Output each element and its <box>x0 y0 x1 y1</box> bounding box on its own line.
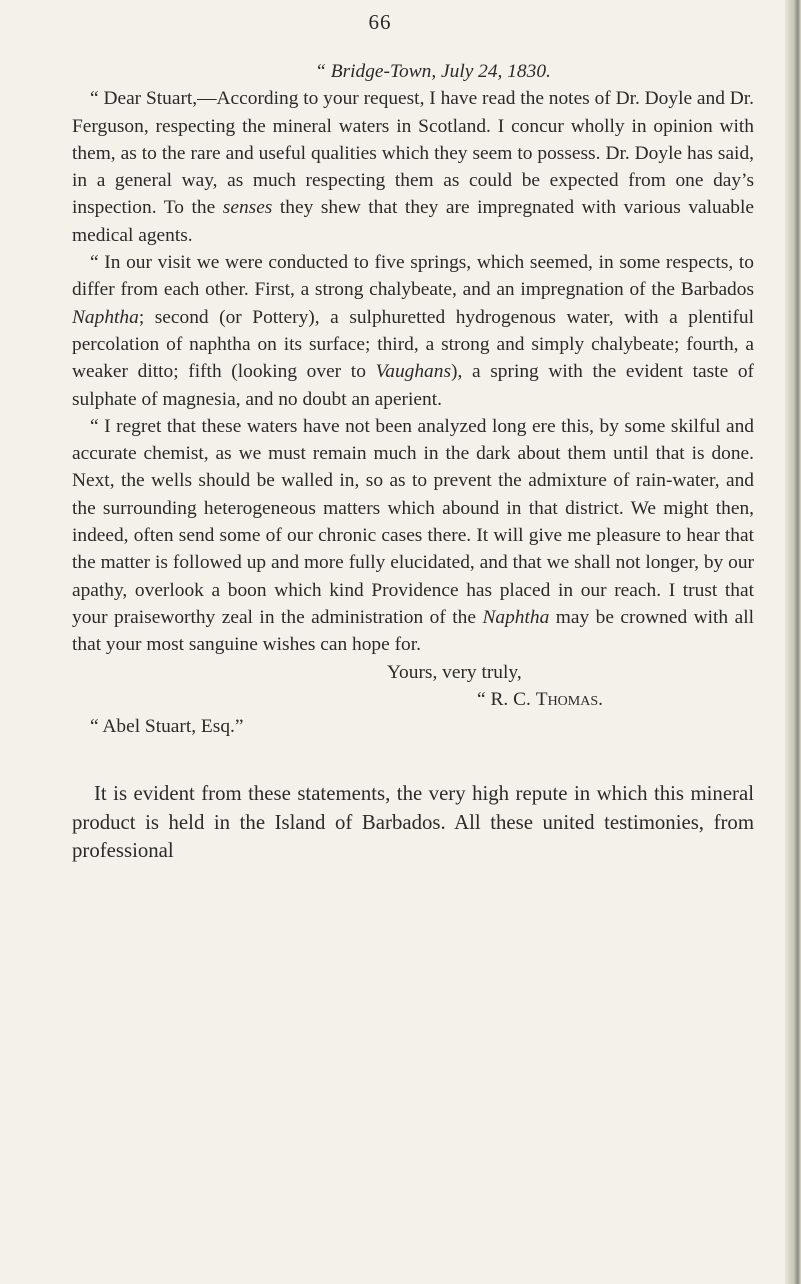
page-body <box>72 58 754 866</box>
page-edge-shadow <box>785 0 801 1284</box>
letter-addressee: “ Abel Stuart, Esq.” <box>90 716 244 738</box>
section-spacer <box>72 740 754 780</box>
letter-signature: “ R. C. Thomas. <box>477 688 603 710</box>
page-number: 66 <box>368 10 392 34</box>
letter-paragraph-1: “ Dear Stuart,—According to your request, I have read the notes of Dr. Doyle and Dr. Ferguson, respecting the mineral waters in Scotland. I concur wholly in opinion with them, as to the rare and useful qualities which they seem to possess. Dr. Doyle has said, in a general way, as much respecting them as could be expected from one day’s inspection. To the senses they shew that they are impregnated with various valuable medical agents. <box>72 88 754 246</box>
letter-paragraph-3: “ I regret that these waters have not been analyzed long ere this, by some skilful and accurate chemist, as we must remain much in the dark about them until that is done. Next, the wells should be walled in, so as to prevent the admixture of rain-water, and the surrounding heterogeneous matters which abound in that district. We might then, indeed, often send some of our chronic cases there. It will give me pleasure to hear that the matter is followed up and more fully elucidated, and that we shall not longer, by our apathy, overlook a boon which kind Providence has placed in our reach. I trust that your praiseworthy zeal in the administration of the Naphtha may be crowned with all that your most sanguine wishes can hope for. <box>72 415 754 656</box>
letter-paragraph-2: “ In our visit we were conducted to five springs, which seemed, in some respects, to differ from each other. First, a strong chalybeate, and an impregnation of the Barbados Naphtha; second (or Pottery), a sulphuretted hydrogenous water, with a plentiful percolation of naphtha on its surface; third, a strong and simply chalybeate; fourth, a weaker ditto; fifth (looking over to Vaughans), a spring with the evident taste of sulphate of magnesia, and no doubt an aperient. <box>72 252 754 410</box>
closing-paragraph: It is evident from these statements, the very high repute in which this mineral product is held in the Island of Barbados. All these united testimonies, from professional <box>72 782 754 863</box>
letter-valediction: Yours, very truly, <box>387 661 522 683</box>
letter-dateline: “ Bridge-Town, July 24, 1830. <box>315 61 551 82</box>
